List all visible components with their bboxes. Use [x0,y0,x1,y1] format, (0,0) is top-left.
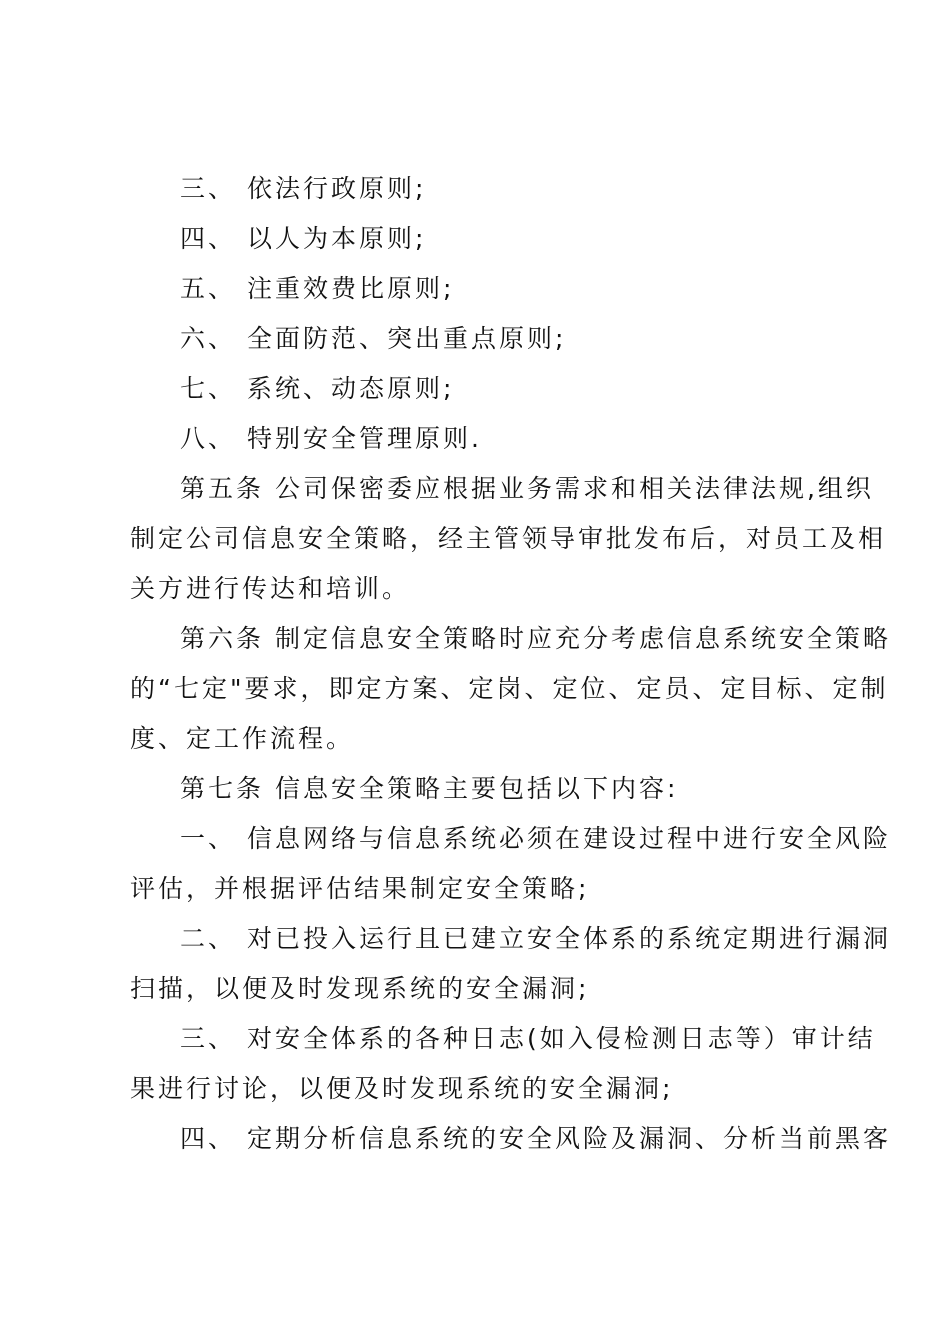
principle-8-line: 八、 特别安全管理原则. [180,424,482,453]
principle-6-line: 六、 全面防范、突出重点原则; [180,324,567,353]
item-1-line-2: 评估，并根据评估结果制定安全策略; [130,874,590,903]
article-5-line-2: 制定公司信息安全策略，经主管领导审批发布后，对员工及相 [130,524,887,553]
item-2-line-1: 二、 对已投入运行且已建立安全体系的系统定期进行漏洞 [180,924,891,953]
article-6-line-1: 第六条 制定信息安全策略时应充分考虑信息系统安全策略 [180,624,891,653]
item-3-line-2: 果进行讨论，以便及时发现系统的安全漏洞; [130,1074,674,1103]
item-4-line-1: 四、 定期分析信息系统的安全风险及漏洞、分析当前黑客 [180,1124,891,1153]
article-6-line-3: 度、定工作流程。 [130,724,355,753]
item-3-line-1: 三、 对安全体系的各种日志(如入侵检测日志等）审计结 [180,1024,876,1053]
article-5-line-3: 关方进行传达和培训。 [130,574,411,603]
principle-5-line: 五、 注重效费比原则; [180,274,455,303]
principle-4-line: 四、 以人为本原则; [180,224,427,253]
principle-3-line: 三、 依法行政原则; [180,174,427,203]
item-1-line-1: 一、 信息网络与信息系统必须在建设过程中进行安全风险 [180,824,891,853]
article-6-line-2: 的“七定"要求，即定方案、定岗、定位、定员、定目标、定制 [130,674,889,703]
principle-7-line: 七、 系统、动态原则; [180,374,455,403]
article-5-line-1: 第五条 公司保密委应根据业务需求和相关法律法规,组织 [180,474,874,503]
item-2-line-2: 扫描，以便及时发现系统的安全漏洞; [130,974,590,1003]
article-7-line-1: 第七条 信息安全策略主要包括以下内容: [180,774,679,803]
